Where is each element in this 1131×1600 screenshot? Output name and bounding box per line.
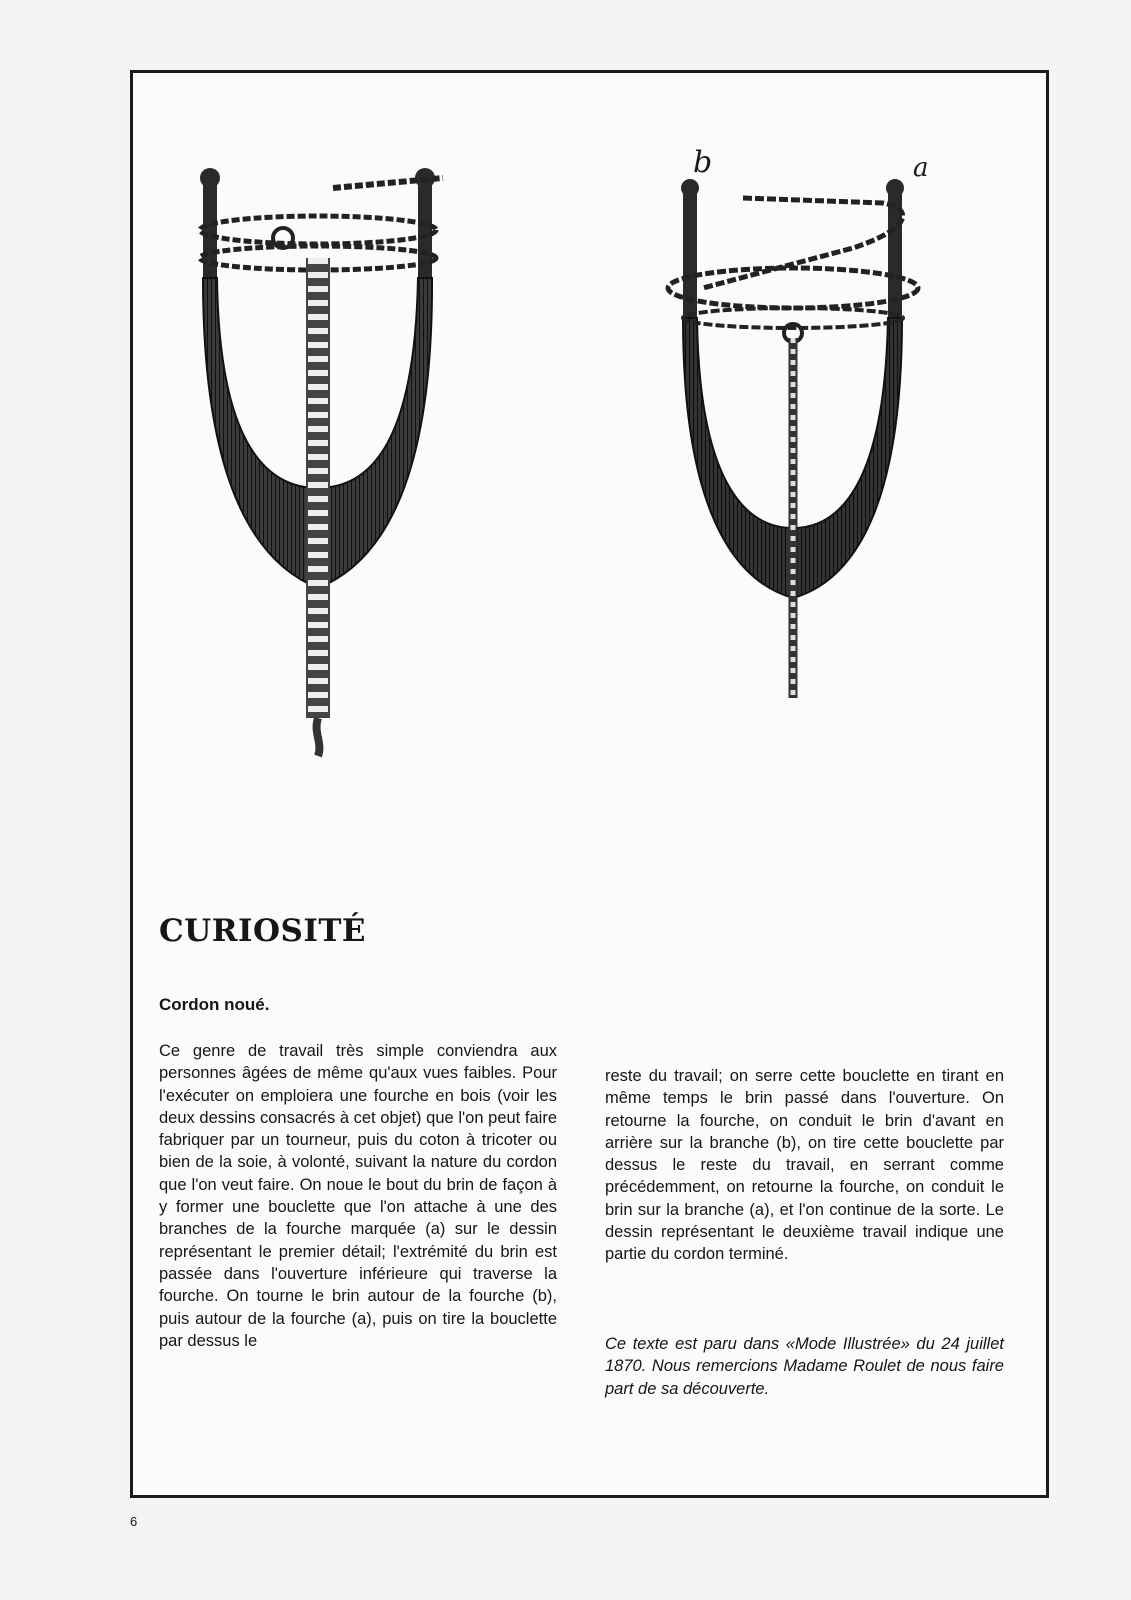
page-frame [130, 70, 1049, 1498]
body-column-left: Ce genre de travail très simple conviendra aux personnes âgées de même qu'aux vues faibles. Pour l'exécuter on emploiera une fourche en bois (voir les deux dessins consacrés à cet objet) que l'on peut faire fabriquer par un tourneur, puis du coton à tricoter ou bien de la soie, à volonté, suivant la nature du cordon que l'on veut faire. On noue le bout du brin de façon à y former une bouclette que l'on attache à une des branches de la fourche marquée (a) sur le dessin représentant le premier détail; l'extrémité du brin est passée dans l'ouverture inférieure qui traverse la fourche. On tourne le brin autour de la fourche (b), puis autour de la fourche (a), puis on tire la bouclette par dessus le [159, 1042, 557, 1350]
source-credit: Ce texte est paru dans «Mode Illustrée» du 24 juillet 1870. Nous remercions Madame Roulet de nous faire part de sa découverte. [605, 1335, 1004, 1398]
figure-label-a: a [913, 153, 929, 183]
article-subtitle: Cordon noué. [159, 995, 270, 1014]
page-number: 6 [130, 1514, 138, 1529]
figure-label-b: b [693, 145, 713, 180]
body-column-right: reste du travail; on serre cette bouclette en tirant en même temps le brin passé dans l'ouverture. On retourne la fourche, on conduit le brin d'avant en arrière sur la branche (b), on tire cette bouclette par dessus le reste du travail, en serrant comme précédemment, on retourne la fourche, on conduit le brin sur la branche (a), et l'on continue de la sorte. Le dessin représentant le deuxième travail indique une partie du cordon terminé. [605, 1067, 1004, 1264]
fork-braided-cord-illustration [183, 158, 453, 758]
fork-twisted-cord-illustration [653, 158, 923, 718]
article-title: CURIOSITÉ [159, 913, 367, 949]
